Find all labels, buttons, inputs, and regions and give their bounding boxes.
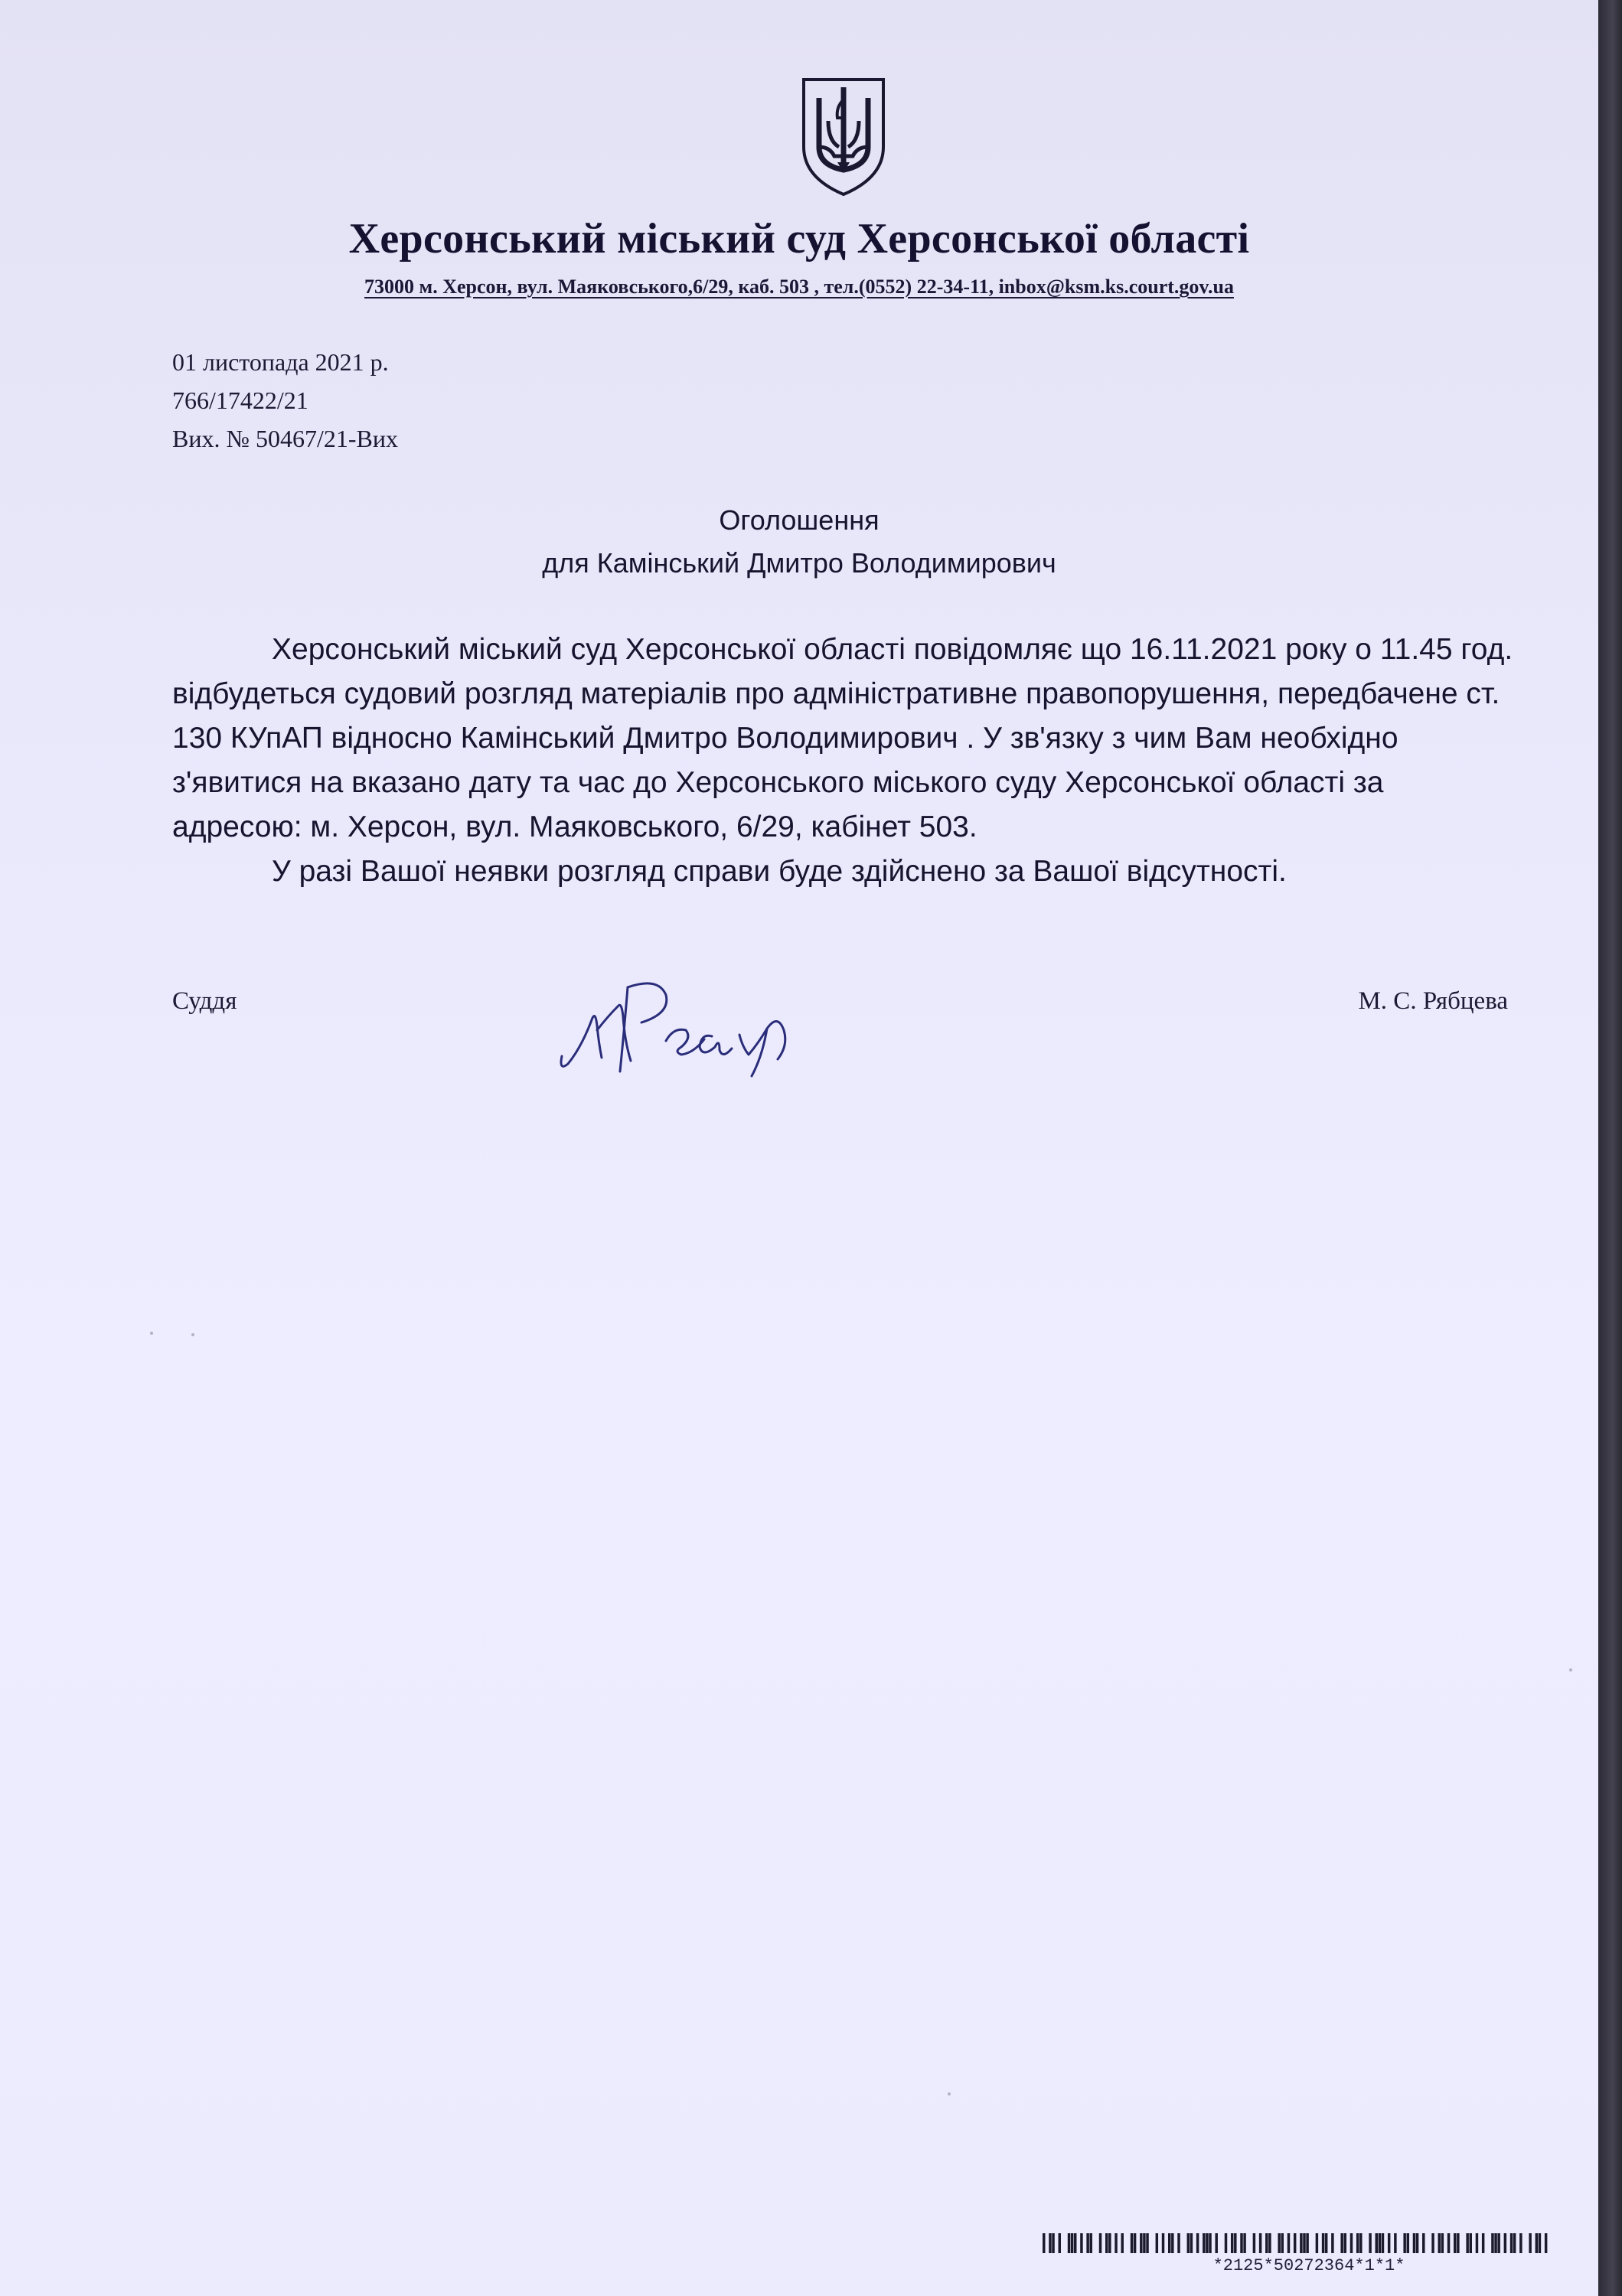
page-edge-shadow bbox=[1598, 0, 1622, 2296]
barcode-bar bbox=[1140, 2233, 1142, 2253]
trident-coat-of-arms-icon bbox=[799, 77, 888, 197]
barcode-bar bbox=[1156, 2233, 1158, 2253]
barcode-bar bbox=[1215, 2233, 1217, 2253]
barcode-bar bbox=[1325, 2233, 1327, 2253]
barcode-bar bbox=[1413, 2233, 1415, 2253]
barcode-bar bbox=[1234, 2233, 1236, 2253]
barcode-bar bbox=[1203, 2233, 1205, 2253]
barcode-bar bbox=[1043, 2233, 1045, 2253]
barcode-bar bbox=[1350, 2233, 1353, 2253]
barcode-bar bbox=[1303, 2233, 1305, 2253]
barcode-bar bbox=[1300, 2233, 1302, 2253]
barcode-bar bbox=[1177, 2233, 1180, 2253]
paper-speck bbox=[191, 1333, 194, 1336]
barcode-bar bbox=[1196, 2233, 1199, 2253]
barcode-bar bbox=[1539, 2233, 1541, 2253]
barcode-bar bbox=[1403, 2233, 1405, 2253]
barcode-bar bbox=[1394, 2233, 1396, 2253]
paper-speck bbox=[1569, 1668, 1572, 1671]
barcode-bar bbox=[1545, 2233, 1547, 2253]
barcode-bar bbox=[1454, 2233, 1456, 2253]
barcode-bar bbox=[1382, 2233, 1384, 2253]
barcode-bar bbox=[1359, 2233, 1362, 2253]
barcode-bar bbox=[1476, 2233, 1478, 2253]
barcode-bar bbox=[1331, 2233, 1333, 2253]
paper-speck bbox=[948, 2092, 951, 2095]
barcode-bar bbox=[1438, 2233, 1441, 2253]
barcode-bar bbox=[1287, 2233, 1290, 2253]
barcode-bar bbox=[1243, 2233, 1245, 2253]
barcode-bar bbox=[1134, 2233, 1136, 2253]
barcode-bar bbox=[1340, 2233, 1343, 2253]
barcode-bar bbox=[1059, 2233, 1061, 2253]
handwritten-signature-icon bbox=[551, 957, 811, 1094]
barcode-bar bbox=[1049, 2233, 1051, 2253]
barcode-bar bbox=[1099, 2233, 1101, 2253]
barcode-bar bbox=[1108, 2233, 1111, 2253]
barcode-bar bbox=[1074, 2233, 1076, 2253]
barcode-bar bbox=[1143, 2233, 1145, 2253]
barcode-bar bbox=[1209, 2233, 1211, 2253]
barcode-bar bbox=[1278, 2233, 1280, 2253]
barcode-bar bbox=[1482, 2233, 1484, 2253]
barcode-bar bbox=[1513, 2233, 1516, 2253]
barcode-bar bbox=[1206, 2233, 1208, 2253]
barcode-bar bbox=[1086, 2233, 1088, 2253]
barcode-bar bbox=[1281, 2233, 1284, 2253]
barcode-bar bbox=[1253, 2233, 1255, 2253]
barcode-bar bbox=[1052, 2233, 1054, 2253]
barcode-bar bbox=[1265, 2233, 1268, 2253]
barcode-icon bbox=[1043, 2233, 1548, 2253]
barcode-bar bbox=[1115, 2233, 1117, 2253]
barcode-bar bbox=[1146, 2233, 1148, 2253]
barcode-bar bbox=[1416, 2233, 1418, 2253]
notice-title: Оголошення bbox=[719, 504, 880, 536]
barcode-bar bbox=[1168, 2233, 1170, 2253]
barcode-bar bbox=[1259, 2233, 1261, 2253]
barcode-bar bbox=[1407, 2233, 1409, 2253]
barcode-bar bbox=[1497, 2233, 1500, 2253]
barcode-bar bbox=[1294, 2233, 1296, 2253]
barcode-bar bbox=[1089, 2233, 1092, 2253]
barcode-bar bbox=[1240, 2233, 1242, 2253]
paper-speck bbox=[150, 1332, 153, 1335]
barcode-bar bbox=[1071, 2233, 1073, 2253]
barcode-caption: *2125*50272364*1*1* bbox=[1212, 2256, 1405, 2275]
barcode-bar bbox=[1457, 2233, 1459, 2253]
barcode-bar bbox=[1376, 2233, 1378, 2253]
barcode-bar bbox=[1466, 2233, 1468, 2253]
barcode-bar bbox=[1519, 2233, 1522, 2253]
notice-addressee: для Камінський Дмитро Володимирович bbox=[542, 547, 1056, 579]
barcode-bar bbox=[1504, 2233, 1506, 2253]
notice-body bbox=[172, 628, 1519, 894]
barcode-bar bbox=[1431, 2233, 1434, 2253]
barcode-bar bbox=[1422, 2233, 1425, 2253]
barcode-bar bbox=[1187, 2233, 1190, 2253]
signer-role: Суддя bbox=[172, 987, 237, 1015]
barcode-bar bbox=[1529, 2233, 1531, 2253]
barcode-bar bbox=[1344, 2233, 1346, 2253]
barcode-bar bbox=[1470, 2233, 1472, 2253]
outgoing-number: Вих. № 50467/21-Вих bbox=[172, 425, 399, 452]
notice-heading bbox=[0, 499, 1598, 585]
barcode-bar bbox=[1306, 2233, 1308, 2253]
barcode-bar bbox=[1162, 2233, 1164, 2253]
barcode-bar bbox=[1441, 2233, 1444, 2253]
barcode-bar bbox=[1131, 2233, 1133, 2253]
document-date: 01 листопада 2021 р. bbox=[172, 348, 389, 376]
barcode-bar bbox=[1171, 2233, 1173, 2253]
document-meta bbox=[172, 343, 398, 458]
barcode-bar bbox=[1316, 2233, 1318, 2253]
barcode-bar bbox=[1080, 2233, 1082, 2253]
case-number: 766/17422/21 bbox=[172, 386, 308, 414]
barcode-bar bbox=[1225, 2233, 1227, 2253]
barcode-bar bbox=[1121, 2233, 1123, 2253]
court-address-line: 73000 м. Херсон, вул. Маяковського,6/29, каб. 503 , тел.(0552) 22-34-11, inbox@ksm.ks.court.gov.ua bbox=[364, 276, 1234, 298]
barcode-bar bbox=[1322, 2233, 1324, 2253]
barcode-bar bbox=[1491, 2233, 1493, 2253]
barcode-bar bbox=[1494, 2233, 1496, 2253]
court-name-heading: Херсонський міський суд Херсонської області bbox=[348, 215, 1250, 263]
signer-name: М. С. Рябцева bbox=[1358, 987, 1508, 1015]
notice-paragraph-1: Херсонський міський суд Херсонської області повідомляє що 16.11.2021 року о 11.45 год. відбудеться судовий розгляд матеріалів про адміністративне правопорушення, передбачене ст. 130 КУпАП відносно Камінський Дмитро Володимирович . У зв'язку з чим Вам необхідно з'явитися на вказано дату та час до Херсонського міського суду Херсонської області за адресою: м. Херсон, вул. Маяковського, 6/29, кабінет 503. bbox=[172, 633, 1513, 843]
barcode-bar bbox=[1105, 2233, 1108, 2253]
barcode-bar bbox=[1068, 2233, 1070, 2253]
barcode-bar bbox=[1231, 2233, 1233, 2253]
barcode-bar bbox=[1510, 2233, 1513, 2253]
barcode-bar bbox=[1190, 2233, 1193, 2253]
barcode-bar bbox=[1369, 2233, 1371, 2253]
barcode-bar bbox=[1356, 2233, 1359, 2253]
barcode-bar bbox=[1379, 2233, 1381, 2253]
barcode-bar bbox=[1388, 2233, 1390, 2253]
notice-paragraph-2: У разі Вашої неявки розгляд справи буде здійснено за Вашої відсутності. bbox=[272, 855, 1287, 888]
barcode-bar bbox=[1268, 2233, 1271, 2253]
barcode-bar bbox=[1447, 2233, 1450, 2253]
barcode-bar bbox=[1536, 2233, 1538, 2253]
